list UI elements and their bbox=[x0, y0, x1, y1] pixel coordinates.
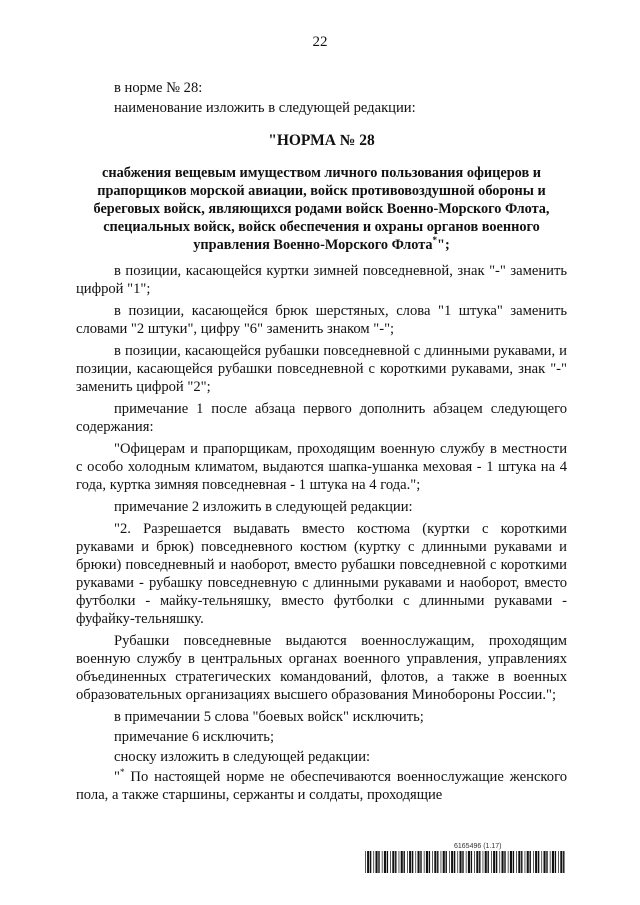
footnote-mark: * bbox=[432, 235, 438, 246]
intro-line: наименование изложить в следующей редакции: bbox=[114, 100, 416, 116]
paragraph: Рубашки повседневные выдаются военнослужащим, проходящим военную службу в центральных органах военного управления, управлениях объединенных стратегических командований, флотов, а также в военных образовательных организациях высшего образования Минобороны России."; bbox=[76, 633, 567, 703]
norm-subtitle-end: "; bbox=[437, 237, 450, 253]
paragraph: "2. Разрешается выдавать вместо костюма (куртки с короткими рукавами и брюк) повседневного костюм (куртку с длинными рукавами и брюки) повседневный и наоборот, вместо рубашки повседневной с короткими рукавами - рубашку повседневную с длинными рукавами и наоборот, вместо футболки - майку-тельняшку, вместо футболки с длинными рукавами - фуфайку-тельняшку. bbox=[76, 521, 567, 627]
paragraph: примечание 2 изложить в следующей редакции: bbox=[114, 499, 413, 515]
document-code: 6165496 (1.17) bbox=[454, 843, 502, 850]
paragraph: примечание 1 после абзаца первого дополнить абзацем следующего содержания: bbox=[76, 401, 567, 435]
quote-open: " bbox=[114, 769, 120, 785]
paragraph: в позиции, касающейся рубашки повседневной с длинными рукавами, и позиции, касающейся рубашки повседневной с короткими рукавами, знак "-" заменить цифрой "2"; bbox=[76, 343, 567, 395]
footnote-mark: * bbox=[119, 767, 125, 778]
paragraph: сноску изложить в следующей редакции: bbox=[114, 749, 371, 765]
paragraph: примечание 6 исключить; bbox=[114, 729, 275, 745]
norm-subtitle bbox=[76, 164, 567, 254]
footnote-text: По настоящей норме не обеспечиваются военнослужащие женского пола, а также старшины, сержанты и солдаты, проходящие bbox=[76, 769, 567, 803]
intro-line: в норме № 28: bbox=[114, 80, 203, 96]
barcode bbox=[365, 851, 565, 873]
norm-subtitle-text: снабжения вещевым имуществом личного пользования офицеров и прапорщиков морской авиации, войск противовоздушной обороны и береговых войск, являющихся родами войск Военно-Морского Флота, специальных войск, войск обеспечения и охраны органов военного управления Военно-Морского Флота bbox=[93, 165, 550, 253]
page-number: 22 bbox=[312, 34, 328, 50]
paragraph: в примечании 5 слова "боевых войск" исключить; bbox=[114, 709, 424, 725]
paragraph: "Офицерам и прапорщикам, проходящим военную службу в местности с особо холодным климатом, выдаются шапка-ушанка меховая - 1 штука на 4 года, куртка зимняя повседневная - 1 штука на 4 года."; bbox=[76, 441, 567, 493]
paragraph: в позиции, касающейся брюк шерстяных, слова "1 штука" заменить словами "2 штуки", цифру "6" заменить знаком "-"; bbox=[76, 303, 567, 337]
document-body bbox=[76, 79, 567, 808]
paragraph: в позиции, касающейся куртки зимней повседневной, знак "-" заменить цифрой "1"; bbox=[76, 263, 567, 297]
norm-title: "НОРМА № 28 bbox=[268, 132, 375, 149]
footnote-paragraph bbox=[76, 768, 567, 804]
